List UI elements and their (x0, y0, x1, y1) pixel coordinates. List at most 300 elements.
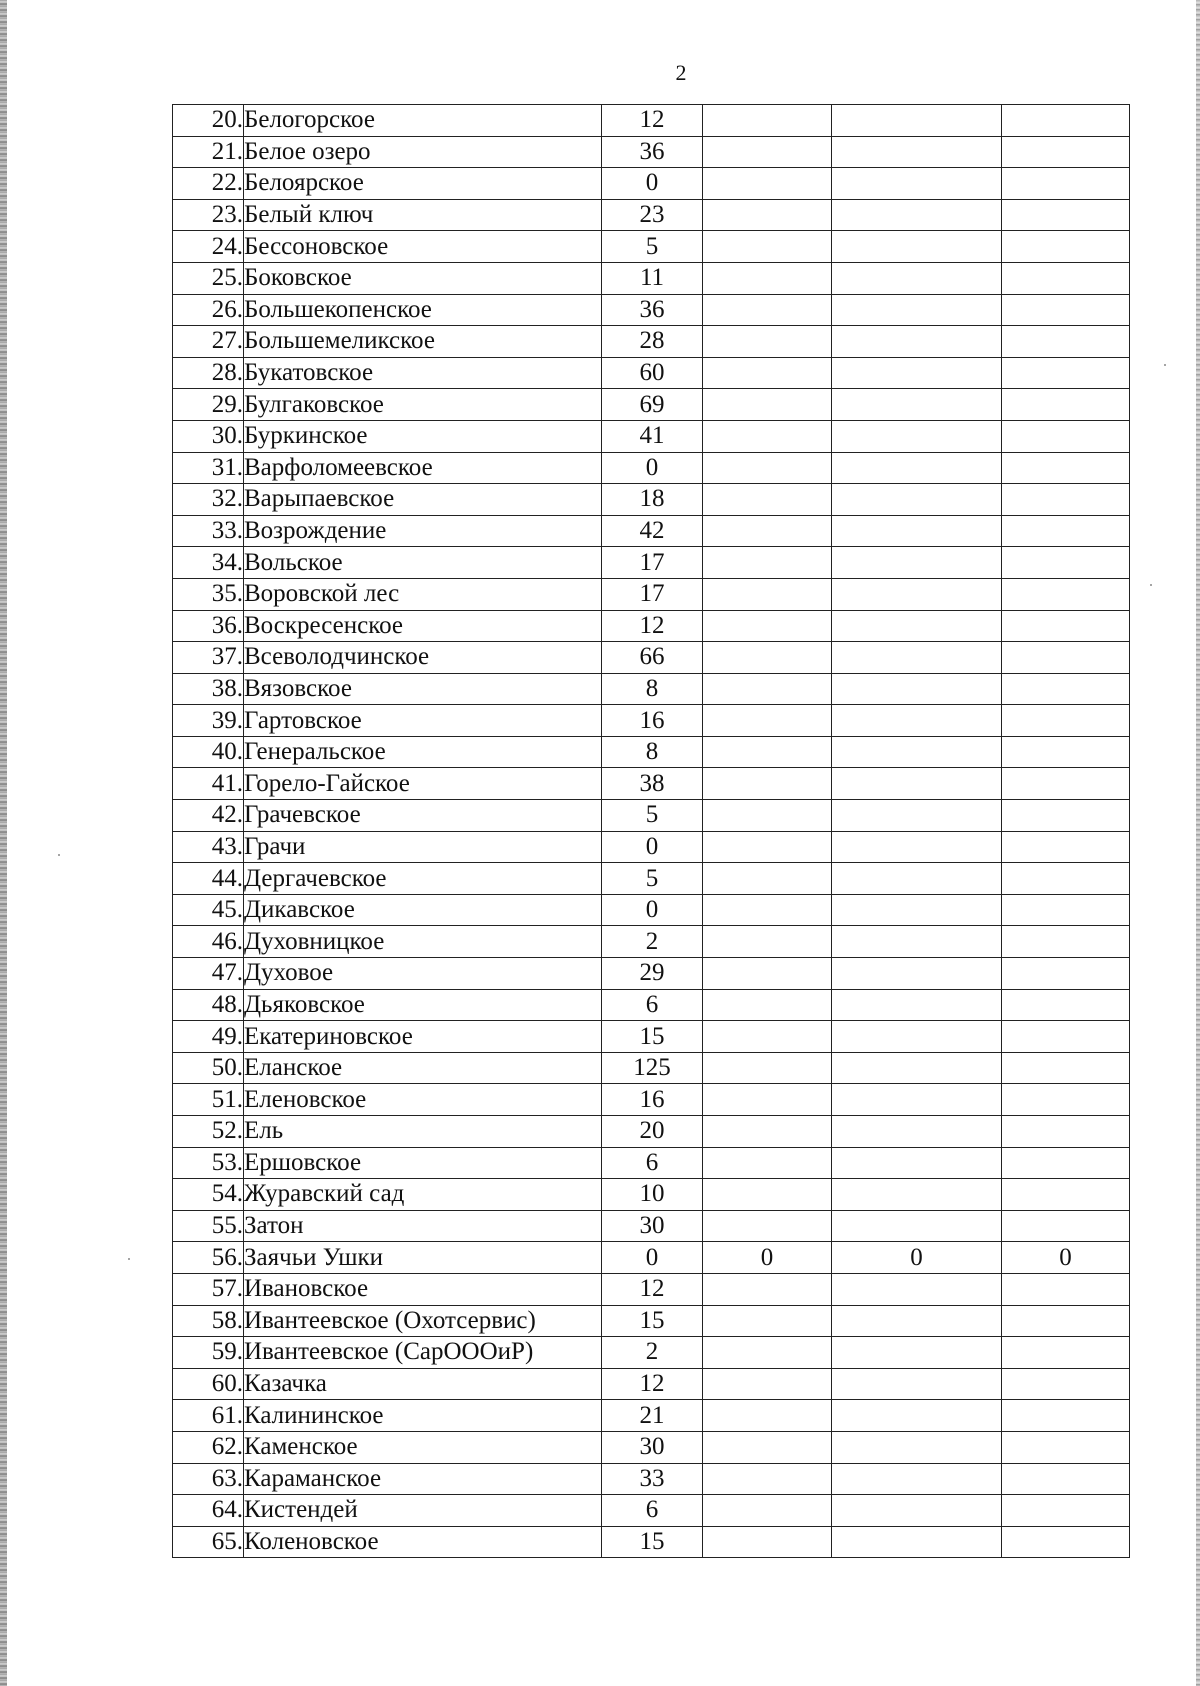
row-number-cell: 30. (173, 420, 244, 452)
row-number-cell: 31. (173, 452, 244, 484)
column-4-cell (703, 894, 832, 926)
quantity-cell: 18 (602, 484, 703, 516)
row-number-cell: 63. (173, 1463, 244, 1495)
hunting-ground-name-cell: Воровской лес (244, 578, 602, 610)
column-4-cell (703, 642, 832, 674)
row-number-cell: 26. (173, 294, 244, 326)
column-5-cell (832, 642, 1002, 674)
row-number-cell: 42. (173, 800, 244, 832)
row-number-cell: 27. (173, 326, 244, 358)
column-4-cell (703, 389, 832, 421)
column-5-cell (832, 894, 1002, 926)
quantity-cell: 12 (602, 610, 703, 642)
column-5-cell (832, 1305, 1002, 1337)
row-number-cell: 60. (173, 1368, 244, 1400)
table-row (173, 1021, 1130, 1053)
hunting-ground-name-cell: Затон (244, 1210, 602, 1242)
quantity-cell: 11 (602, 262, 703, 294)
hunting-ground-name-cell: Духовое (244, 958, 602, 990)
column-6-cell (1002, 1021, 1130, 1053)
quantity-cell: 66 (602, 642, 703, 674)
quantity-cell: 28 (602, 326, 703, 358)
table-row (173, 1431, 1130, 1463)
table-row (173, 926, 1130, 958)
scan-edge-left (0, 0, 7, 1686)
table-row (173, 294, 1130, 326)
scan-speck (128, 1258, 130, 1260)
column-6-cell (1002, 673, 1130, 705)
column-6-cell (1002, 1463, 1130, 1495)
column-4-cell (703, 326, 832, 358)
column-6-cell: 0 (1002, 1242, 1130, 1274)
hunting-ground-name-cell: Вязовское (244, 673, 602, 705)
table-row (173, 357, 1130, 389)
scan-speck (1164, 364, 1166, 366)
row-number-cell: 40. (173, 736, 244, 768)
column-4-cell (703, 1526, 832, 1558)
column-4-cell (703, 1021, 832, 1053)
row-number-cell: 36. (173, 610, 244, 642)
row-number-cell: 56. (173, 1242, 244, 1274)
column-4-cell (703, 705, 832, 737)
quantity-cell: 10 (602, 1179, 703, 1211)
table-row (173, 1495, 1130, 1527)
table-row (173, 1179, 1130, 1211)
column-5-cell (832, 736, 1002, 768)
column-5-cell (832, 831, 1002, 863)
quantity-cell: 0 (602, 452, 703, 484)
row-number-cell: 25. (173, 262, 244, 294)
column-6-cell (1002, 1495, 1130, 1527)
column-6-cell (1002, 1147, 1130, 1179)
hunting-ground-name-cell: Ершовское (244, 1147, 602, 1179)
column-4-cell (703, 1210, 832, 1242)
hunting-ground-name-cell: Казачка (244, 1368, 602, 1400)
hunting-ground-name-cell: Дьяковское (244, 989, 602, 1021)
column-5-cell (832, 1179, 1002, 1211)
table-row (173, 168, 1130, 200)
table-row (173, 1273, 1130, 1305)
table-row (173, 262, 1130, 294)
column-4-cell (703, 610, 832, 642)
column-5-cell (832, 1273, 1002, 1305)
hunting-ground-name-cell: Белоярское (244, 168, 602, 200)
column-4-cell (703, 1179, 832, 1211)
row-number-cell: 28. (173, 357, 244, 389)
quantity-cell: 60 (602, 357, 703, 389)
hunting-ground-name-cell: Ивантеевское (СарОООиР) (244, 1337, 602, 1369)
column-5-cell (832, 199, 1002, 231)
column-5-cell (832, 1116, 1002, 1148)
hunting-ground-name-cell: Генеральское (244, 736, 602, 768)
quantity-cell: 5 (602, 231, 703, 263)
quantity-cell: 12 (602, 1368, 703, 1400)
column-5-cell (832, 1021, 1002, 1053)
quantity-cell: 8 (602, 673, 703, 705)
column-5-cell (832, 357, 1002, 389)
column-4-cell (703, 926, 832, 958)
hunting-ground-name-cell: Гартовское (244, 705, 602, 737)
hunting-ground-name-cell: Ивановское (244, 1273, 602, 1305)
column-6-cell (1002, 199, 1130, 231)
hunting-ground-name-cell: Варыпаевское (244, 484, 602, 516)
hunting-ground-name-cell: Большемеликское (244, 326, 602, 358)
column-6-cell (1002, 326, 1130, 358)
table-row (173, 326, 1130, 358)
scan-speck (58, 854, 60, 856)
column-4-cell (703, 136, 832, 168)
row-number-cell: 23. (173, 199, 244, 231)
column-4-cell (703, 420, 832, 452)
column-4-cell (703, 1147, 832, 1179)
quantity-cell: 36 (602, 136, 703, 168)
quantity-cell: 0 (602, 1242, 703, 1274)
row-number-cell: 52. (173, 1116, 244, 1148)
column-5-cell (832, 705, 1002, 737)
column-5-cell (832, 1084, 1002, 1116)
hunting-ground-name-cell: Грачи (244, 831, 602, 863)
column-6-cell (1002, 1273, 1130, 1305)
table-row (173, 1052, 1130, 1084)
quantity-cell: 2 (602, 1337, 703, 1369)
column-5-cell (832, 168, 1002, 200)
column-6-cell (1002, 642, 1130, 674)
row-number-cell: 38. (173, 673, 244, 705)
table-row (173, 1463, 1130, 1495)
table-row (173, 1337, 1130, 1369)
page-number: 2 (675, 60, 687, 85)
table-row (173, 1084, 1130, 1116)
column-4-cell (703, 831, 832, 863)
quantity-cell: 12 (602, 1273, 703, 1305)
column-5-cell (832, 578, 1002, 610)
column-4-cell (703, 547, 832, 579)
quantity-cell: 125 (602, 1052, 703, 1084)
register-table-body (173, 105, 1130, 1558)
row-number-cell: 55. (173, 1210, 244, 1242)
table-row (173, 831, 1130, 863)
column-6-cell (1002, 578, 1130, 610)
column-5-cell (832, 926, 1002, 958)
hunting-ground-name-cell: Возрождение (244, 515, 602, 547)
hunting-ground-name-cell: Каменское (244, 1431, 602, 1463)
column-4-cell (703, 262, 832, 294)
hunting-ground-name-cell: Белый ключ (244, 199, 602, 231)
hunting-ground-name-cell: Заячьи Ушки (244, 1242, 602, 1274)
column-5-cell (832, 1210, 1002, 1242)
column-6-cell (1002, 420, 1130, 452)
quantity-cell: 15 (602, 1526, 703, 1558)
column-5-cell: 0 (832, 1242, 1002, 1274)
column-4-cell (703, 515, 832, 547)
column-5-cell (832, 420, 1002, 452)
column-5-cell (832, 1400, 1002, 1432)
table-row (173, 736, 1130, 768)
hunting-ground-name-cell: Журавский сад (244, 1179, 602, 1211)
column-5-cell (832, 958, 1002, 990)
row-number-cell: 41. (173, 768, 244, 800)
column-6-cell (1002, 136, 1130, 168)
quantity-cell: 30 (602, 1431, 703, 1463)
column-4-cell (703, 958, 832, 990)
table-row (173, 1242, 1130, 1274)
column-4-cell (703, 578, 832, 610)
table-row (173, 894, 1130, 926)
column-4-cell (703, 1337, 832, 1369)
quantity-cell: 17 (602, 547, 703, 579)
column-4-cell (703, 1273, 832, 1305)
column-5-cell (832, 1463, 1002, 1495)
row-number-cell: 64. (173, 1495, 244, 1527)
hunting-ground-name-cell: Еленовское (244, 1084, 602, 1116)
column-4-cell (703, 1400, 832, 1432)
column-4-cell (703, 484, 832, 516)
column-4-cell (703, 863, 832, 895)
column-6-cell (1002, 1431, 1130, 1463)
table-row (173, 642, 1130, 674)
column-6-cell (1002, 768, 1130, 800)
column-4-cell (703, 452, 832, 484)
hunting-ground-name-cell: Дергачевское (244, 863, 602, 895)
row-number-cell: 47. (173, 958, 244, 990)
row-number-cell: 54. (173, 1179, 244, 1211)
column-6-cell (1002, 831, 1130, 863)
hunting-ground-name-cell: Горело-Гайское (244, 768, 602, 800)
row-number-cell: 20. (173, 105, 244, 137)
table-row (173, 800, 1130, 832)
hunting-ground-name-cell: Ель (244, 1116, 602, 1148)
hunting-ground-name-cell: Дикавское (244, 894, 602, 926)
row-number-cell: 21. (173, 136, 244, 168)
column-5-cell (832, 452, 1002, 484)
column-6-cell (1002, 1368, 1130, 1400)
table-row (173, 515, 1130, 547)
column-6-cell (1002, 736, 1130, 768)
hunting-ground-name-cell: Воскресенское (244, 610, 602, 642)
row-number-cell: 61. (173, 1400, 244, 1432)
column-4-cell (703, 294, 832, 326)
column-5-cell (832, 863, 1002, 895)
table-row (173, 1368, 1130, 1400)
table-row (173, 578, 1130, 610)
table-row (173, 1305, 1130, 1337)
column-4-cell (703, 800, 832, 832)
quantity-cell: 29 (602, 958, 703, 990)
row-number-cell: 45. (173, 894, 244, 926)
quantity-cell: 5 (602, 863, 703, 895)
column-5-cell (832, 989, 1002, 1021)
row-number-cell: 32. (173, 484, 244, 516)
column-4-cell (703, 1495, 832, 1527)
column-5-cell (832, 1495, 1002, 1527)
quantity-cell: 2 (602, 926, 703, 958)
column-5-cell (832, 1052, 1002, 1084)
column-6-cell (1002, 1116, 1130, 1148)
column-5-cell (832, 231, 1002, 263)
column-4-cell (703, 989, 832, 1021)
quantity-cell: 6 (602, 989, 703, 1021)
column-5-cell (832, 515, 1002, 547)
row-number-cell: 33. (173, 515, 244, 547)
column-6-cell (1002, 958, 1130, 990)
column-4-cell (703, 736, 832, 768)
column-4-cell (703, 168, 832, 200)
column-6-cell (1002, 231, 1130, 263)
hunting-ground-name-cell: Еланское (244, 1052, 602, 1084)
column-5-cell (832, 1337, 1002, 1369)
register-table (172, 104, 1130, 1558)
column-4-cell (703, 105, 832, 137)
table-row (173, 1526, 1130, 1558)
table-row (173, 136, 1130, 168)
quantity-cell: 12 (602, 105, 703, 137)
row-number-cell: 58. (173, 1305, 244, 1337)
column-4-cell (703, 1431, 832, 1463)
hunting-ground-name-cell: Калининское (244, 1400, 602, 1432)
column-4-cell (703, 768, 832, 800)
hunting-ground-name-cell: Белое озеро (244, 136, 602, 168)
quantity-cell: 0 (602, 168, 703, 200)
table-row (173, 420, 1130, 452)
column-5-cell (832, 800, 1002, 832)
row-number-cell: 34. (173, 547, 244, 579)
hunting-ground-name-cell: Большекопенское (244, 294, 602, 326)
hunting-ground-name-cell: Всеволодчинское (244, 642, 602, 674)
row-number-cell: 35. (173, 578, 244, 610)
hunting-ground-name-cell: Варфоломеевское (244, 452, 602, 484)
table-row (173, 484, 1130, 516)
hunting-ground-name-cell: Кистендей (244, 1495, 602, 1527)
table-row (173, 105, 1130, 137)
quantity-cell: 69 (602, 389, 703, 421)
column-4-cell (703, 357, 832, 389)
column-5-cell (832, 610, 1002, 642)
column-6-cell (1002, 105, 1130, 137)
column-4-cell (703, 1305, 832, 1337)
column-6-cell (1002, 357, 1130, 389)
quantity-cell: 5 (602, 800, 703, 832)
quantity-cell: 6 (602, 1495, 703, 1527)
column-5-cell (832, 768, 1002, 800)
column-5-cell (832, 105, 1002, 137)
quantity-cell: 15 (602, 1305, 703, 1337)
column-6-cell (1002, 452, 1130, 484)
row-number-cell: 44. (173, 863, 244, 895)
column-5-cell (832, 389, 1002, 421)
quantity-cell: 0 (602, 894, 703, 926)
column-5-cell (832, 1368, 1002, 1400)
row-number-cell: 43. (173, 831, 244, 863)
column-4-cell (703, 1116, 832, 1148)
column-6-cell (1002, 1337, 1130, 1369)
table-row (173, 1116, 1130, 1148)
row-number-cell: 59. (173, 1337, 244, 1369)
column-6-cell (1002, 926, 1130, 958)
column-6-cell (1002, 705, 1130, 737)
hunting-ground-name-cell: Екатериновское (244, 1021, 602, 1053)
column-5-cell (832, 673, 1002, 705)
table-row (173, 863, 1130, 895)
row-number-cell: 53. (173, 1147, 244, 1179)
quantity-cell: 17 (602, 578, 703, 610)
table-row (173, 547, 1130, 579)
column-6-cell (1002, 1526, 1130, 1558)
row-number-cell: 49. (173, 1021, 244, 1053)
quantity-cell: 20 (602, 1116, 703, 1148)
row-number-cell: 51. (173, 1084, 244, 1116)
quantity-cell: 36 (602, 294, 703, 326)
column-6-cell (1002, 168, 1130, 200)
column-6-cell (1002, 389, 1130, 421)
column-6-cell (1002, 800, 1130, 832)
column-6-cell (1002, 1210, 1130, 1242)
scan-speck (1150, 584, 1152, 586)
column-6-cell (1002, 1400, 1130, 1432)
column-5-cell (832, 1147, 1002, 1179)
table-row (173, 673, 1130, 705)
hunting-ground-name-cell: Букатовское (244, 357, 602, 389)
column-4-cell (703, 1052, 832, 1084)
column-6-cell (1002, 1179, 1130, 1211)
hunting-ground-name-cell: Булгаковское (244, 389, 602, 421)
quantity-cell: 6 (602, 1147, 703, 1179)
table-row (173, 958, 1130, 990)
column-5-cell (832, 294, 1002, 326)
table-row (173, 389, 1130, 421)
row-number-cell: 22. (173, 168, 244, 200)
table-row (173, 705, 1130, 737)
column-6-cell (1002, 547, 1130, 579)
column-6-cell (1002, 894, 1130, 926)
column-6-cell (1002, 610, 1130, 642)
hunting-ground-name-cell: Буркинское (244, 420, 602, 452)
column-4-cell (703, 1463, 832, 1495)
quantity-cell: 38 (602, 768, 703, 800)
hunting-ground-name-cell: Белогорское (244, 105, 602, 137)
column-6-cell (1002, 294, 1130, 326)
column-4-cell (703, 1368, 832, 1400)
row-number-cell: 39. (173, 705, 244, 737)
column-6-cell (1002, 1305, 1130, 1337)
hunting-ground-name-cell: Духовницкое (244, 926, 602, 958)
column-4-cell (703, 199, 832, 231)
table-row (173, 231, 1130, 263)
column-6-cell (1002, 1084, 1130, 1116)
column-5-cell (832, 1431, 1002, 1463)
column-5-cell (832, 547, 1002, 579)
quantity-cell: 30 (602, 1210, 703, 1242)
column-4-cell (703, 673, 832, 705)
column-6-cell (1002, 262, 1130, 294)
row-number-cell: 37. (173, 642, 244, 674)
hunting-ground-name-cell: Ивантеевское (Охотсервис) (244, 1305, 602, 1337)
quantity-cell: 8 (602, 736, 703, 768)
column-5-cell (832, 262, 1002, 294)
table-row (173, 768, 1130, 800)
table-row (173, 989, 1130, 1021)
quantity-cell: 16 (602, 1084, 703, 1116)
column-5-cell (832, 136, 1002, 168)
column-4-cell (703, 231, 832, 263)
quantity-cell: 16 (602, 705, 703, 737)
table-row (173, 452, 1130, 484)
scan-edge-right (1196, 0, 1200, 1686)
quantity-cell: 21 (602, 1400, 703, 1432)
quantity-cell: 15 (602, 1021, 703, 1053)
row-number-cell: 46. (173, 926, 244, 958)
table-row (173, 1400, 1130, 1432)
table-row (173, 1147, 1130, 1179)
